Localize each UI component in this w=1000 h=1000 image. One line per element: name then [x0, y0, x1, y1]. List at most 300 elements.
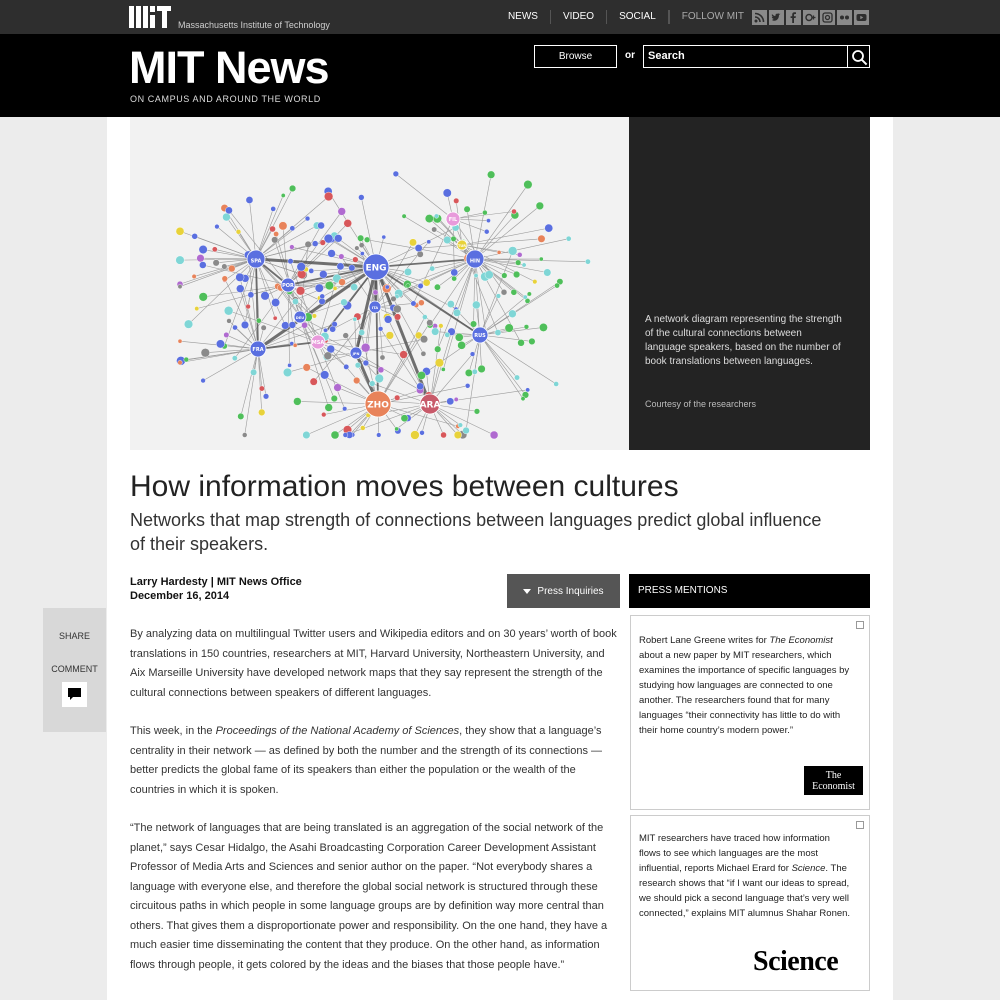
network-node: [342, 406, 347, 411]
network-node: [256, 318, 261, 323]
network-node: [444, 236, 452, 244]
search-button[interactable]: [847, 45, 870, 68]
nav-video[interactable]: VIDEO: [551, 10, 607, 24]
mit-logo[interactable]: [129, 6, 171, 28]
network-node: [320, 371, 329, 380]
network-node: [515, 260, 521, 266]
network-node: [386, 332, 394, 340]
network-node: [382, 235, 386, 239]
network-node: [305, 241, 312, 248]
network-node: [325, 281, 334, 290]
network-node: [353, 377, 360, 384]
network-node: [538, 235, 545, 242]
network-node: [434, 346, 441, 353]
network-node: [394, 314, 401, 321]
speech-bubble-icon: [68, 688, 81, 701]
network-node: [331, 395, 338, 402]
or-label: or: [625, 50, 635, 61]
network-node: [246, 304, 251, 309]
network-node-label: RUS: [474, 333, 486, 339]
rss-icon[interactable]: [752, 10, 767, 25]
mit-news-logo[interactable]: MIT News: [129, 42, 329, 93]
network-edge: [430, 390, 528, 404]
image-credit: Courtesy of the researchers: [645, 399, 757, 409]
network-node: [305, 216, 310, 221]
network-node-label: DEU: [295, 316, 305, 320]
network-node: [331, 431, 339, 439]
network-node: [431, 227, 436, 232]
network-node: [502, 273, 508, 279]
network-node: [470, 321, 476, 327]
network-node: [482, 210, 487, 215]
network-edge: [475, 175, 491, 259]
network-node: [524, 180, 533, 189]
network-node: [199, 293, 208, 302]
youtube-icon[interactable]: [854, 10, 869, 25]
network-node: [451, 269, 458, 276]
language-network-diagram: [130, 117, 629, 450]
network-edge: [474, 259, 475, 324]
network-node: [289, 185, 296, 192]
network-node: [339, 279, 346, 286]
network-node: [270, 226, 276, 232]
network-node: [527, 292, 531, 296]
network-node: [288, 363, 292, 367]
network-node: [292, 299, 298, 305]
network-node: [585, 259, 590, 264]
network-node: [197, 254, 205, 262]
network-node: [259, 386, 264, 391]
press-inquiries-label: Press Inquiries: [537, 585, 604, 597]
press-mentions-header: PRESS MENTIONS: [629, 574, 870, 608]
paragraph: By analyzing data on multilingual Twitter users and Wikipedia editors and on 30 years’ worth of book translations in 150 countries, researchers at MIT, Harvard University, Northeastern University, and Aix Marseille University have developed network maps that they say represent the strength of the cultural connections between speakers of different languages.: [130, 628, 617, 699]
network-node: [357, 235, 363, 241]
network-node: [290, 245, 295, 250]
network-node: [238, 413, 244, 419]
article-headline: How information moves between cultures: [130, 470, 679, 503]
network-node: [536, 202, 544, 210]
paragraph: “The network of languages that are being translated is an aggregation of the social network of the planet,” says Cesar Hidalgo, the Asahi Broadcasting Corporation Career Development Assistant Professor of Media Arts and Sciences and senior author on the paper. “Not everybody shares a language with everyone else, and therefore the global social network is structured through these circuitous paths in which people in some language groups are by definition way more central than others. That gives them a disproportionate power and responsibility. On the one hand, they have a much easier time disseminating the content that they produce. On the other hand, as information flows through people, it gets colored by the ideas and the biases that those people have.”: [130, 822, 608, 971]
network-node: [453, 198, 459, 204]
network-node-label: FIL: [448, 217, 458, 223]
network-node: [478, 365, 486, 373]
network-edge: [240, 289, 258, 349]
network-node: [376, 433, 381, 438]
network-edge: [480, 251, 513, 335]
network-node: [271, 298, 279, 306]
network-node: [222, 213, 230, 221]
network-node: [417, 251, 423, 257]
network-node: [236, 273, 244, 281]
network-node-label: TUR: [458, 244, 466, 248]
network-node: [485, 271, 493, 279]
network-node-label: FRA: [252, 347, 264, 353]
network-node: [334, 234, 342, 242]
network-node: [343, 433, 348, 438]
network-node: [458, 423, 463, 428]
network-node: [293, 343, 297, 347]
network-node: [199, 262, 206, 269]
network-node: [360, 426, 365, 431]
network-node: [344, 219, 352, 227]
network-node: [228, 265, 235, 272]
network-node: [360, 251, 364, 255]
network-node: [320, 294, 325, 299]
network-node: [309, 268, 314, 273]
journal-name: Proceedings of the National Academy of Sciences: [215, 725, 460, 737]
paragraph: This week, in the Proceedings of the National Academy of Sciences, they show that a language’s centrality in their network — as defined by both the number and the strength of its connections — better predicts the global fame of its speakers than either the population or the wealth of the countries in which it is spoken.: [130, 725, 603, 796]
network-node: [201, 348, 210, 357]
network-node: [273, 316, 277, 320]
network-node: [323, 328, 327, 332]
network-node: [511, 289, 517, 295]
network-node: [283, 368, 292, 377]
network-node: [364, 237, 370, 243]
network-node: [324, 192, 333, 201]
network-node: [496, 294, 501, 299]
network-edge: [480, 335, 523, 399]
publication-name: Science: [791, 863, 826, 874]
network-node: [495, 329, 501, 335]
network-node: [176, 227, 184, 235]
network-node: [544, 269, 551, 276]
network-node: [470, 352, 475, 357]
network-node: [236, 229, 241, 234]
network-node: [178, 339, 182, 343]
network-node: [517, 252, 522, 257]
network-node: [273, 231, 278, 236]
nav-social[interactable]: SOCIAL: [607, 10, 669, 24]
twitter-icon[interactable]: [769, 10, 784, 25]
network-edge: [256, 188, 293, 259]
network-node: [184, 320, 193, 329]
network-node: [393, 305, 401, 313]
network-node: [246, 196, 253, 203]
network-node-label: ZHO: [367, 400, 389, 411]
network-edge: [186, 349, 258, 360]
press-mention-card[interactable]: [630, 615, 870, 810]
top-nav: [496, 0, 1000, 34]
network-node: [533, 279, 538, 284]
network-node: [192, 274, 197, 279]
network-node: [351, 284, 358, 291]
network-node: [352, 257, 358, 263]
network-node: [417, 383, 424, 390]
network-node: [472, 369, 477, 374]
network-node: [521, 396, 525, 400]
instagram-icon[interactable]: [820, 10, 835, 25]
network-node: [325, 404, 333, 412]
network-node: [279, 222, 287, 230]
publication-name: The Economist: [769, 635, 833, 646]
network-node: [363, 360, 369, 366]
network-node: [523, 295, 527, 299]
network-node: [339, 254, 345, 260]
network-node: [195, 306, 199, 310]
network-node: [445, 332, 450, 337]
network-node-label: SPA: [250, 258, 262, 265]
network-node: [402, 214, 406, 218]
network-node: [418, 300, 424, 306]
network-node: [385, 285, 389, 289]
network-node: [439, 324, 444, 329]
network-node: [435, 358, 444, 367]
network-node: [337, 263, 344, 270]
network-node: [224, 332, 229, 337]
network-node: [453, 309, 460, 316]
googleplus-icon[interactable]: [803, 10, 818, 25]
network-node: [301, 322, 307, 328]
network-node: [411, 301, 416, 306]
network-edge: [475, 259, 486, 332]
network-node: [271, 237, 278, 244]
network-node: [232, 355, 237, 360]
network-node: [250, 369, 256, 375]
network-node: [443, 189, 451, 197]
network-node: [434, 214, 438, 218]
network-node: [358, 194, 364, 200]
network-node: [258, 409, 265, 416]
network-node: [441, 432, 447, 438]
network-node: [384, 316, 392, 324]
network-node: [526, 388, 530, 392]
network-node: [400, 351, 408, 359]
network-node: [310, 378, 317, 385]
network-node: [545, 224, 553, 232]
network-node: [281, 193, 285, 197]
network-node: [227, 318, 232, 323]
network-node: [497, 250, 501, 254]
external-link-icon[interactable]: [856, 821, 864, 829]
economist-logo[interactable]: The Economist: [804, 766, 863, 795]
network-node: [355, 362, 361, 368]
flickr-icon[interactable]: [837, 10, 852, 25]
network-node: [420, 430, 425, 435]
external-link-icon[interactable]: [856, 621, 864, 629]
author: Larry Hardesty | MIT News Office: [130, 576, 302, 588]
byline: [130, 575, 302, 603]
network-node: [490, 431, 498, 439]
network-node: [539, 323, 547, 331]
network-edge: [396, 174, 453, 219]
network-node: [297, 262, 306, 271]
network-node: [380, 355, 385, 360]
network-node: [341, 299, 348, 306]
network-node: [281, 322, 289, 330]
press-mention-card[interactable]: [630, 815, 870, 991]
network-node: [375, 374, 384, 383]
network-node: [312, 314, 317, 319]
network-node: [296, 286, 305, 295]
network-node: [434, 284, 440, 290]
network-node: [410, 431, 419, 440]
network-node: [242, 433, 247, 438]
network-node-label: MSA: [311, 340, 325, 346]
network-edge: [224, 259, 256, 346]
network-node: [447, 300, 454, 307]
network-node: [349, 265, 355, 271]
network-node: [401, 415, 408, 422]
network-node: [328, 250, 336, 258]
hero-image[interactable]: [130, 117, 629, 450]
network-node: [178, 360, 183, 365]
network-node: [447, 398, 454, 405]
network-node: [224, 306, 233, 315]
network-node: [418, 283, 423, 288]
network-node: [373, 290, 378, 295]
network-node: [184, 357, 189, 362]
network-node: [393, 171, 399, 177]
network-node: [324, 352, 332, 360]
top-bar: [0, 0, 1000, 34]
network-node: [333, 286, 337, 290]
network-node: [417, 371, 425, 379]
network-node: [465, 383, 470, 388]
network-node: [404, 268, 411, 275]
network-node: [271, 206, 276, 211]
network-node: [430, 266, 435, 271]
network-node: [458, 341, 466, 349]
network-node: [524, 324, 529, 329]
network-node: [222, 276, 228, 282]
network-node: [343, 333, 349, 339]
network-node: [406, 284, 410, 288]
science-logo[interactable]: Science: [753, 946, 839, 977]
network-node: [474, 409, 480, 415]
network-node: [233, 325, 238, 330]
network-node: [338, 208, 346, 216]
network-node: [454, 397, 458, 401]
network-node: [318, 222, 325, 229]
network-node: [487, 171, 495, 179]
network-node: [359, 329, 365, 335]
network-node: [508, 246, 517, 255]
network-node: [427, 320, 434, 327]
network-edge: [462, 228, 549, 245]
network-node: [293, 398, 301, 406]
network-node: [315, 284, 323, 292]
network-node: [420, 335, 428, 343]
network-node: [452, 276, 457, 281]
press-mention-text: Robert Lane Greene writes for The Economist about a new paper by MIT researchers, which examines the importance of specific languages by studying how languages are connected to one another. The researchers found that for many languages “their connectivity has little to do with their home country’s modern power.”: [639, 635, 850, 736]
comment-label[interactable]: COMMENT: [51, 664, 98, 674]
social-icons: [752, 10, 869, 25]
network-node: [319, 270, 327, 278]
tagline: ON CAMPUS AND AROUND THE WORLD: [130, 94, 321, 104]
nav-news[interactable]: NEWS: [496, 10, 551, 24]
network-node: [248, 292, 254, 298]
network-node: [423, 279, 430, 286]
network-node-label: ITA: [371, 306, 379, 310]
network-node: [505, 324, 513, 332]
network-node: [378, 326, 383, 331]
network-node: [415, 244, 422, 251]
network-node: [216, 340, 224, 348]
network-node-label: ARA: [419, 400, 441, 411]
browse-button[interactable]: Browse: [534, 45, 617, 68]
network-node: [344, 364, 349, 369]
network-node: [312, 241, 318, 247]
network-node: [178, 284, 182, 288]
network-node: [518, 339, 525, 346]
network-node: [289, 322, 296, 329]
network-node: [359, 243, 364, 248]
network-node: [236, 285, 244, 293]
search-icon: [851, 49, 868, 66]
image-caption: A network diagram representing the strength of the cultural connections between language speakers, based on the number of book translations between languages.: [645, 314, 842, 367]
network-node: [514, 375, 519, 380]
network-node: [451, 236, 457, 242]
network-node: [464, 206, 470, 212]
network-node: [176, 256, 185, 265]
network-edge: [462, 239, 541, 245]
network-node: [474, 273, 478, 277]
network-node: [222, 264, 228, 270]
network-node-label: POR: [282, 283, 294, 289]
network-node: [425, 214, 433, 222]
article-subhead: Networks that map strength of connections between languages predict global influence of their speakers.: [130, 510, 822, 554]
network-node: [422, 315, 427, 320]
network-node: [303, 431, 311, 439]
network-node: [511, 209, 516, 214]
network-node-label: JPN: [352, 352, 360, 356]
article-body: [130, 625, 620, 994]
network-node: [199, 245, 207, 253]
network-node: [539, 257, 543, 261]
follow-mit-label: FOLLOW MIT: [669, 10, 752, 24]
network-node: [212, 247, 217, 252]
press-mention-text: MIT researchers have traced how information flows to see which languages are the most influential, reports Michael Erard for Science. The research shows that “if I want our ideas to spread, we should pick a second language that’s very well connected,” explains MIT alumnus Shahar Ronen.: [639, 833, 851, 919]
network-node: [486, 219, 490, 223]
network-node: [455, 333, 463, 341]
network-node: [320, 240, 326, 246]
share-button[interactable]: SHARE: [58, 631, 90, 641]
network-node: [355, 246, 360, 251]
network-node: [241, 321, 249, 329]
network-node: [463, 427, 470, 434]
network-node: [427, 240, 431, 244]
publish-date: December 16, 2014: [130, 590, 230, 602]
facebook-icon[interactable]: [786, 10, 801, 25]
network-node: [215, 224, 220, 229]
network-node: [421, 351, 426, 356]
network-node: [361, 343, 370, 352]
network-node: [395, 427, 399, 431]
network-edge-strong: [256, 259, 258, 349]
institute-name[interactable]: Massachusetts Institute of Technology: [178, 20, 330, 30]
network-node: [201, 378, 206, 383]
network-node: [321, 412, 326, 417]
network-node-label: HIN: [469, 258, 481, 265]
network-node: [261, 325, 266, 330]
network-node: [225, 207, 232, 214]
network-node: [303, 364, 311, 372]
network-node: [554, 381, 559, 386]
network-node: [431, 328, 439, 336]
comment-button[interactable]: [62, 682, 87, 707]
press-inquiries-button[interactable]: [507, 574, 620, 608]
network-node: [566, 236, 571, 241]
network-node: [330, 326, 336, 332]
network-edge: [328, 191, 376, 267]
network-node: [529, 338, 536, 345]
search-input[interactable]: Search: [643, 45, 848, 68]
network-node: [334, 384, 342, 392]
network-edge: [480, 335, 517, 378]
network-node: [454, 431, 462, 439]
network-node: [288, 258, 294, 264]
caret-down-icon: [523, 589, 531, 594]
